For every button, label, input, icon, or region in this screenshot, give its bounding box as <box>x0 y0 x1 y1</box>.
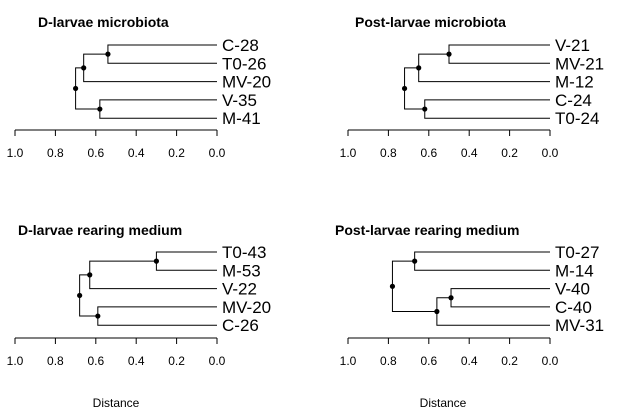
leaf-label: T0-24 <box>555 109 600 129</box>
branch-line <box>76 68 100 109</box>
leaf-label: C-26 <box>222 316 259 336</box>
node-dot <box>390 284 395 289</box>
distance-axis <box>7 130 226 160</box>
tick-label: 0.0 <box>541 354 559 368</box>
leaf-label: T0-43 <box>222 243 267 262</box>
dendrogram-tree <box>390 252 550 325</box>
node-dot <box>416 65 421 70</box>
branch-line <box>90 261 217 288</box>
branch-line <box>156 252 217 270</box>
axis-title: Distance <box>419 396 467 410</box>
leaf-labels <box>222 243 271 335</box>
leaf-label: V-40 <box>555 279 590 299</box>
branch-line <box>80 275 98 316</box>
branch-line <box>449 45 550 63</box>
dendrogram-tree <box>77 252 217 325</box>
branch-line <box>108 45 217 63</box>
node-dot <box>412 259 417 264</box>
tick-label: 1.0 <box>339 354 357 368</box>
tick-label: 0.4 <box>460 354 478 368</box>
leaf-label: C-40 <box>555 297 592 317</box>
tick-label: 1.0 <box>339 146 357 160</box>
tick-label: 0.2 <box>168 354 185 368</box>
distance-axis <box>340 338 559 368</box>
tick-label: 0.6 <box>87 354 105 368</box>
node-dot <box>422 106 427 111</box>
leaf-labels <box>555 36 604 128</box>
node-dot <box>446 52 451 57</box>
node-dot <box>97 106 102 111</box>
panel-d-larvae-microbiota <box>7 14 271 160</box>
node-dot <box>95 313 100 318</box>
leaf-label: C-24 <box>555 90 592 110</box>
dendrogram-tree <box>402 45 550 118</box>
node-dot <box>105 52 110 57</box>
panel-title: Post-larvae rearing medium <box>335 222 520 238</box>
node-dot <box>448 295 453 300</box>
tick-label: 0.2 <box>168 146 185 160</box>
tick-label: 0.4 <box>127 146 145 160</box>
node-dot <box>77 293 82 298</box>
node-dot <box>81 65 86 70</box>
branch-line <box>84 54 217 81</box>
leaf-label: C-28 <box>222 36 259 55</box>
tick-label: 0.0 <box>541 146 559 160</box>
node-dot <box>87 272 92 277</box>
tick-label: 0.6 <box>87 146 105 160</box>
tick-label: 0.8 <box>380 146 397 160</box>
tick-label: 0.4 <box>460 146 478 160</box>
tick-label: 0.4 <box>127 354 145 368</box>
leaf-label: V-35 <box>222 90 257 110</box>
leaf-label: MV-20 <box>222 297 272 317</box>
node-dot <box>154 259 159 264</box>
panel-title: D-larvae microbiota <box>38 14 169 30</box>
leaf-label: M-12 <box>555 72 594 92</box>
leaf-label: V-22 <box>222 279 257 299</box>
distance-axis <box>340 130 559 160</box>
node-dot <box>434 309 439 314</box>
branch-line <box>451 289 550 307</box>
panel-title: D-larvae rearing medium <box>18 222 183 238</box>
panel-d-larvae-rearing-medium <box>7 222 271 410</box>
leaf-label: M-41 <box>222 109 261 129</box>
tick-label: 0.2 <box>501 354 518 368</box>
dendrogram-tree <box>73 45 217 118</box>
tick-label: 0.0 <box>208 354 226 368</box>
tick-label: 0.8 <box>47 354 64 368</box>
tick-label: 0.0 <box>208 146 226 160</box>
tick-label: 0.2 <box>501 146 518 160</box>
node-dot <box>73 86 78 91</box>
axis-title: Distance <box>92 396 140 410</box>
tick-label: 1.0 <box>6 146 24 160</box>
leaf-label: T0-26 <box>222 54 267 74</box>
leaf-label: V-21 <box>555 36 590 55</box>
tick-label: 0.8 <box>47 146 64 160</box>
tick-label: 0.6 <box>420 354 438 368</box>
branch-line <box>100 100 217 118</box>
branch-line <box>437 298 550 325</box>
branch-line <box>425 100 550 118</box>
leaf-label: M-14 <box>555 261 594 281</box>
leaf-label: MV-21 <box>555 54 605 74</box>
panel-post-larvae-rearing-medium <box>335 222 604 410</box>
branch-line <box>405 68 425 109</box>
distance-axis <box>7 338 226 368</box>
branch-line <box>419 54 550 81</box>
tick-label: 1.0 <box>6 354 24 368</box>
tick-label: 0.6 <box>420 146 438 160</box>
leaf-label: M-53 <box>222 261 261 281</box>
tick-label: 0.8 <box>380 354 397 368</box>
panel-title: Post-larvae microbiota <box>355 14 506 30</box>
branch-line <box>98 307 217 325</box>
leaf-labels <box>555 243 604 335</box>
leaf-label: MV-31 <box>555 316 605 336</box>
branch-line <box>415 252 550 270</box>
leaf-label: MV-20 <box>222 72 272 92</box>
node-dot <box>402 86 407 91</box>
leaf-label: T0-27 <box>555 243 600 262</box>
leaf-labels <box>222 36 271 128</box>
panel-post-larvae-microbiota <box>340 14 604 160</box>
